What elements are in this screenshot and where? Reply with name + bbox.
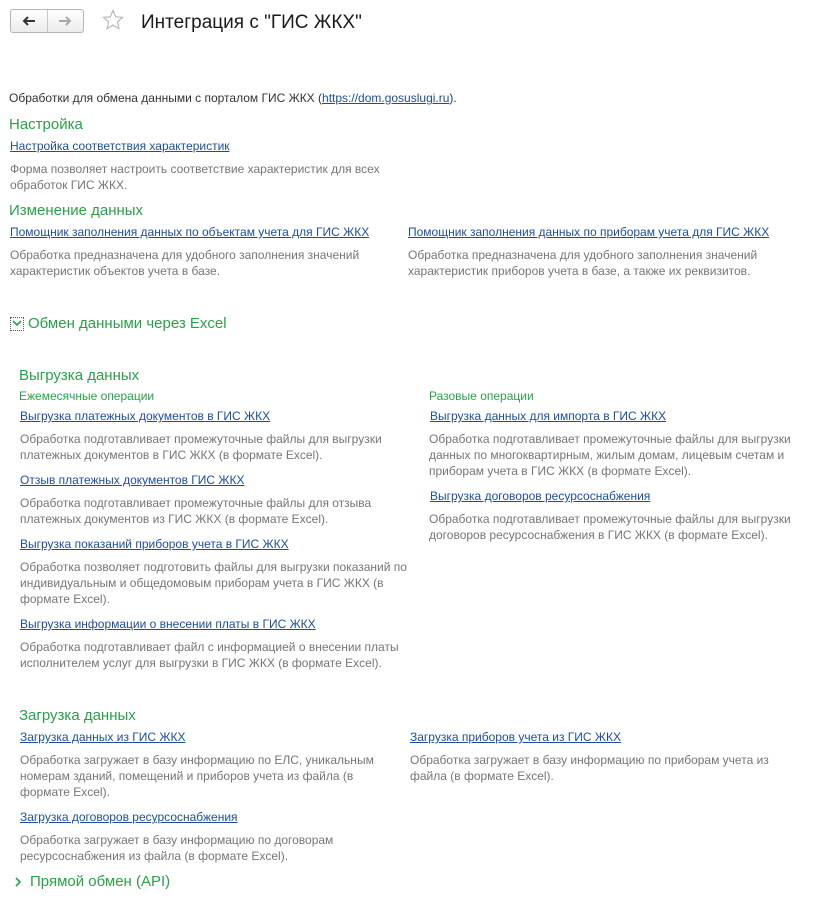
chevron-down-icon — [10, 317, 24, 331]
export-payment-info-desc: Обработка подготавливает файл с информацией о внесении платы исполнителем услуг для выгрузки в ГИС ЖКХ (в формате Excel). — [20, 640, 399, 670]
settings-heading: Настройка — [9, 116, 83, 133]
settings-link[interactable]: Настройка соответствия характеристик — [10, 139, 230, 153]
export-meter-readings-desc: Обработка позволяет подготовить файлы для выгрузки показаний по индивидуальным и общедомовым приборам учета в ГИС ЖКХ (в формате Excel). — [20, 560, 407, 606]
export-heading: Выгрузка данных — [19, 367, 140, 384]
import-meters-desc: Обработка загружает в базу информацию по приборам учета из файла (в формате Excel). — [410, 753, 769, 783]
back-button[interactable] — [11, 10, 47, 32]
intro-text-before: Обработки для обмена данными с порталом ГИС ЖКХ ( — [9, 91, 323, 105]
export-import-data-desc: Обработка подготавливает промежуточные файлы для выгрузки данных по многоквартирным, жилым домам, лицевым счетам и приборам учета в ГИС ЖКХ (в формате Excel). — [429, 432, 791, 478]
settings-desc: Форма позволяет настроить соответствие характеристик для всех обработок ГИС ЖКХ. — [10, 162, 380, 192]
excel-group-toggle[interactable] — [10, 315, 227, 332]
intro-text-after: ). — [449, 91, 457, 105]
import-data-link[interactable]: Загрузка данных из ГИС ЖКХ — [20, 730, 186, 744]
export-payment-info-link[interactable]: Выгрузка информации о внесении платы в ГИС ЖКХ — [20, 617, 316, 631]
forward-button[interactable] — [47, 10, 84, 32]
export-meter-readings-link[interactable]: Выгрузка показаний приборов учета в ГИС ЖКХ — [20, 537, 289, 551]
export-payment-docs-desc: Обработка подготавливает промежуточные файлы для выгрузки платежных документов в ГИС ЖКХ (в формате Excel). — [20, 432, 382, 462]
import-supply-contracts-link[interactable]: Загрузка договоров ресурсоснабжения — [20, 810, 238, 824]
export-payment-docs-link[interactable]: Выгрузка платежных документов в ГИС ЖКХ — [20, 409, 271, 423]
meters-helper-link[interactable]: Помощник заполнения данных по приборам учета для ГИС ЖКХ — [408, 225, 770, 239]
import-data-desc: Обработка загружает в базу информацию по ЕЛС, уникальным номерам зданий, помещений и приборов учета из файла (в формате Excel). — [20, 753, 374, 799]
chevron-right-icon — [12, 876, 24, 888]
arrow-right-icon — [58, 16, 72, 26]
portal-link[interactable]: https://dom.gosuslugi.ru — [322, 91, 450, 105]
excel-group-label: Обмен данными через Excel — [28, 315, 227, 332]
revoke-payment-docs-link[interactable]: Отзыв платежных документов ГИС ЖКХ — [20, 473, 245, 487]
meters-helper-desc: Обработка предназначена для удобного заполнения значений характеристик приборов учета в базе, а также их реквизитов. — [408, 248, 758, 278]
import-meters-link[interactable]: Загрузка приборов учета из ГИС ЖКХ — [410, 730, 621, 744]
navigation-buttons — [10, 9, 84, 33]
api-group-label: Прямой обмен (API) — [30, 873, 171, 890]
arrow-left-icon — [22, 16, 36, 26]
edit-heading: Изменение данных — [9, 202, 144, 219]
monthly-heading: Ежемесячные операции — [19, 389, 155, 403]
intro-text — [9, 91, 457, 105]
export-supply-contracts-link[interactable]: Выгрузка договоров ресурсоснабжения — [430, 489, 651, 503]
export-import-data-link[interactable]: Выгрузка данных для импорта в ГИС ЖКХ — [430, 409, 667, 423]
import-supply-contracts-desc: Обработка загружает в базу информацию по договорам ресурсоснабжения из файла (в формате Excel). — [20, 833, 334, 863]
export-supply-contracts-desc: Обработка подготавливает промежуточные файлы для выгрузки договоров ресурсоснабжения в ГИС ЖКХ (в формате Excel). — [429, 512, 791, 542]
revoke-payment-docs-desc: Обработка подготавливает промежуточные файлы для отзыва платежных документов из ГИС ЖКХ (в формате Excel). — [20, 496, 372, 526]
page-title: Интеграция с "ГИС ЖКХ" — [141, 12, 362, 33]
objects-helper-desc: Обработка предназначена для удобного заполнения значений характеристик объектов учета в базе. — [10, 248, 360, 278]
star-icon[interactable] — [101, 8, 125, 32]
api-group-toggle[interactable] — [12, 873, 170, 890]
import-heading: Загрузка данных — [19, 707, 136, 724]
objects-helper-link[interactable]: Помощник заполнения данных по объектам учета для ГИС ЖКХ — [10, 225, 370, 239]
onetime-heading: Разовые операции — [429, 389, 534, 403]
